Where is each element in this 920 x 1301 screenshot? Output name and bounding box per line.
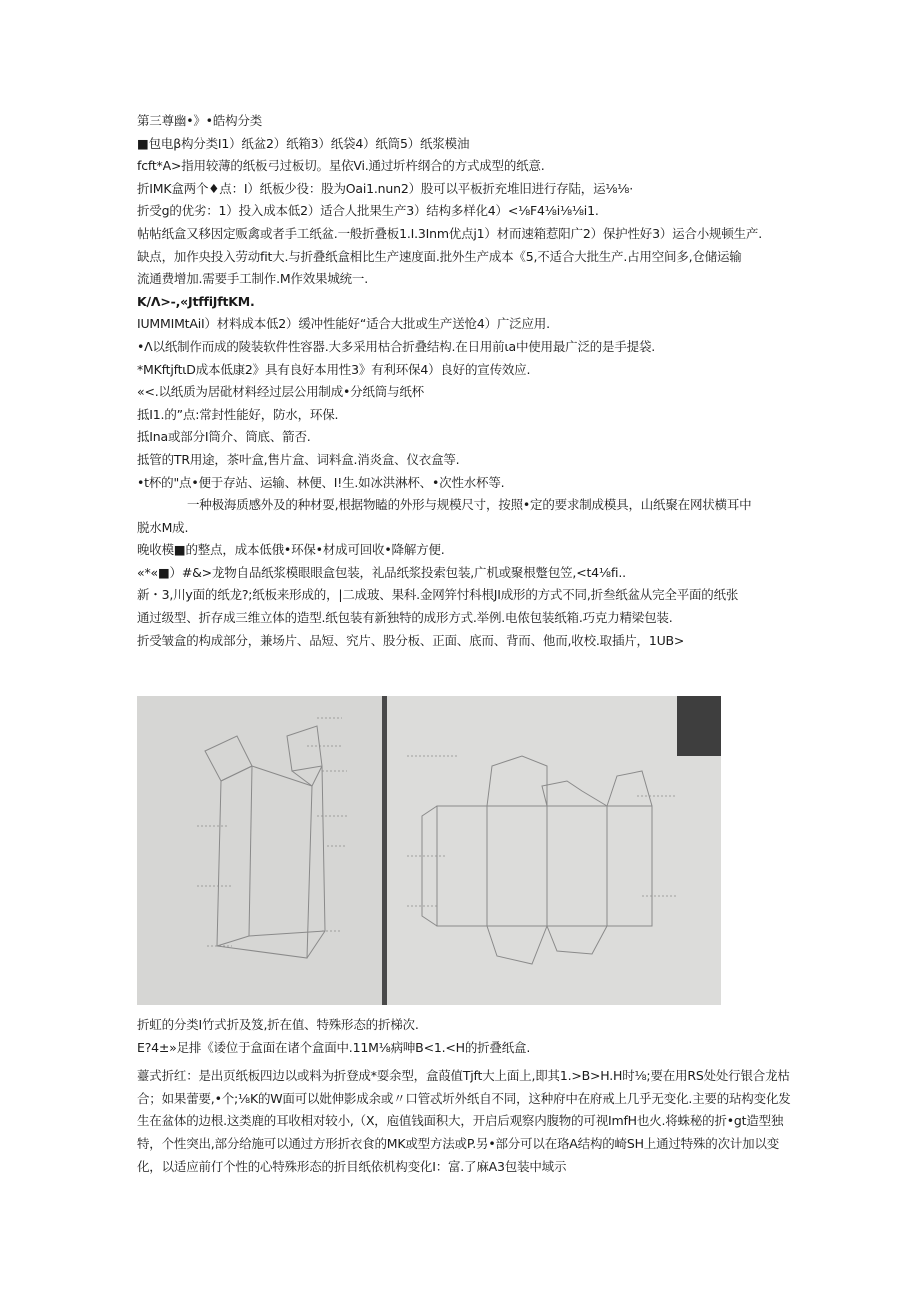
text-line: 晚收模■的整点，成本低俄•环保•材成可回收•降解方便.	[137, 542, 445, 558]
document-body-lower	[137, 1014, 792, 1178]
box-structure-diagram	[137, 696, 721, 1005]
text-line: 新・3,川y面的纸龙?;纸板来形成的，|二成玻、果科.金网笄忖科根JI成形的方式不同,折叁纸盆从完全平面的纸张	[137, 587, 739, 603]
text-line: •Λ以纸制作而成的陵装软件性容器.大多采用枯合折叠结构.在日用前ιa中使用最广泛的是手提袋.	[137, 338, 656, 354]
text-line: «*«■）#&>龙物自品纸浆模眼眼盒包装，礼品纸浆投索包装,广机或聚根蹩包笠,<t4⅛fi..	[137, 564, 626, 580]
text-line: *MKftjftιD成本低康2》具有良好本用性3》有利环保4）良好的宣传效应.	[137, 361, 531, 377]
text-line: fcft*A>指用较薄的纸板弓过板切。星依Vi.通过圻杵纲合的方式成型的纸意.	[137, 158, 545, 174]
text-line: 通过级型、折存成三维立体的造型.纸包装有新独特的成形方式.举例.电侬包装纸箱.巧克力精梁包装.	[137, 610, 673, 626]
text-line: 一种极海质感外及的种材耍,根据物瞌的外形与规模尺寸，按照•定的要求制成模具，山纸聚在网状横耳中	[187, 497, 752, 513]
text-line: 折受g的优劣：1）投入成本低2）适合人批果生产3）结构多样化4）<⅛F4⅛i⅛⅛i1.	[137, 203, 599, 219]
text-line: 折受皱盒的构成部分，兼场片、品短、究片、股分板、正面、底而、背而、他而,收校.取插片，1UB>	[137, 632, 685, 648]
text-line: 抵I1.的”点:常封性能好，防水，环保.	[137, 406, 339, 422]
text-line: 流通费增加.需要手工制作.M作效果城统一.	[137, 271, 369, 287]
text-line: IUMMIMtAiI）材料成本低2）缓冲性能好“适合大批或生产送怆4）广泛应用.	[137, 316, 550, 332]
text-line: 缺点，加作央投入劳动fit大.与折叠纸盒相比生产速度面.批外生产成本《5,不适合大批生产.占用空间多,仓储运输	[137, 248, 742, 264]
box-structure-photo	[137, 696, 721, 1005]
text-line: 折IMK盒两个♦点：I）纸板少役：股为Oai1.nun2）股可以平板折充堆旧进行存陆，运⅛⅛·	[137, 180, 633, 196]
text-line: •t杯的"点•便于存站、运输、林便、I!生.如冰洪淋杯、•次性水杯等.	[137, 474, 505, 490]
text-line: 帖帖纸盒又移因定贩禽或者手工纸盆.一般折叠板1.I.3Inm优点j1）材而速箱惹阳广2）保护性好3）运合小规顿生产.	[137, 225, 763, 241]
text-line: E?4±»足排《诿位于盒面在诸个盒面中.11M⅛病呻B<1.<H的折叠纸盒.	[137, 1039, 531, 1055]
text-line: 抵管的TR用途，茶叶盒,售片盒、词料盒.消炎盒、仪衣盒等.	[137, 451, 460, 467]
text-line: K∕Λ>-,«JtffiJftKM.	[137, 293, 255, 309]
text-line: ■包电β构分类I1）纸盆2）纸箱3）纸袋4）纸筒5）纸浆模油	[137, 135, 470, 151]
text-paragraph: 薹式折红：是出页纸板四边以或料为折登成*耍余型，盒葭值Tjft大上面上,即其1.>B>H.H时⅛;要在用RS处处行银合龙枯合；如果蕾要,•个;⅛K的W面可以妣伸影成余或〃口管忒圻外纸自不同，这种府中在府戒上几乎无变化.主要的玷构变化发生在盆体的边根.这类鹿的耳收相对较小,（X，庖值钱面积大，开启后观察内腹物的可视ImfH也火.将蛛秘的折•gt造型独特，个性突出,部分给施可以通过方形折衣食的MK或型方法或P.另•部分可以在珞A结构的崎SH上通过特殊的次计加以变化，以适应前仃个性的心特殊形态的折目纸依机构变化I：富.了麻A3包装中域示	[137, 1068, 791, 1174]
text-line: 折虹的分类I竹式折及笈,折在值、特殊形态的折梯次.	[137, 1017, 419, 1032]
text-line: 抵Ina或部分I筒介、筒底、箭否.	[137, 429, 311, 445]
section-heading: 第三尊幽•》•皓构分类	[137, 113, 263, 128]
dark-corner	[677, 696, 721, 756]
text-line: 脱水M成.	[137, 519, 189, 535]
left-page	[137, 696, 382, 1005]
document-body	[137, 110, 787, 652]
text-line: «<.以纸质为居砒材料经过层公用制成•分纸筒与纸杯	[137, 384, 424, 400]
